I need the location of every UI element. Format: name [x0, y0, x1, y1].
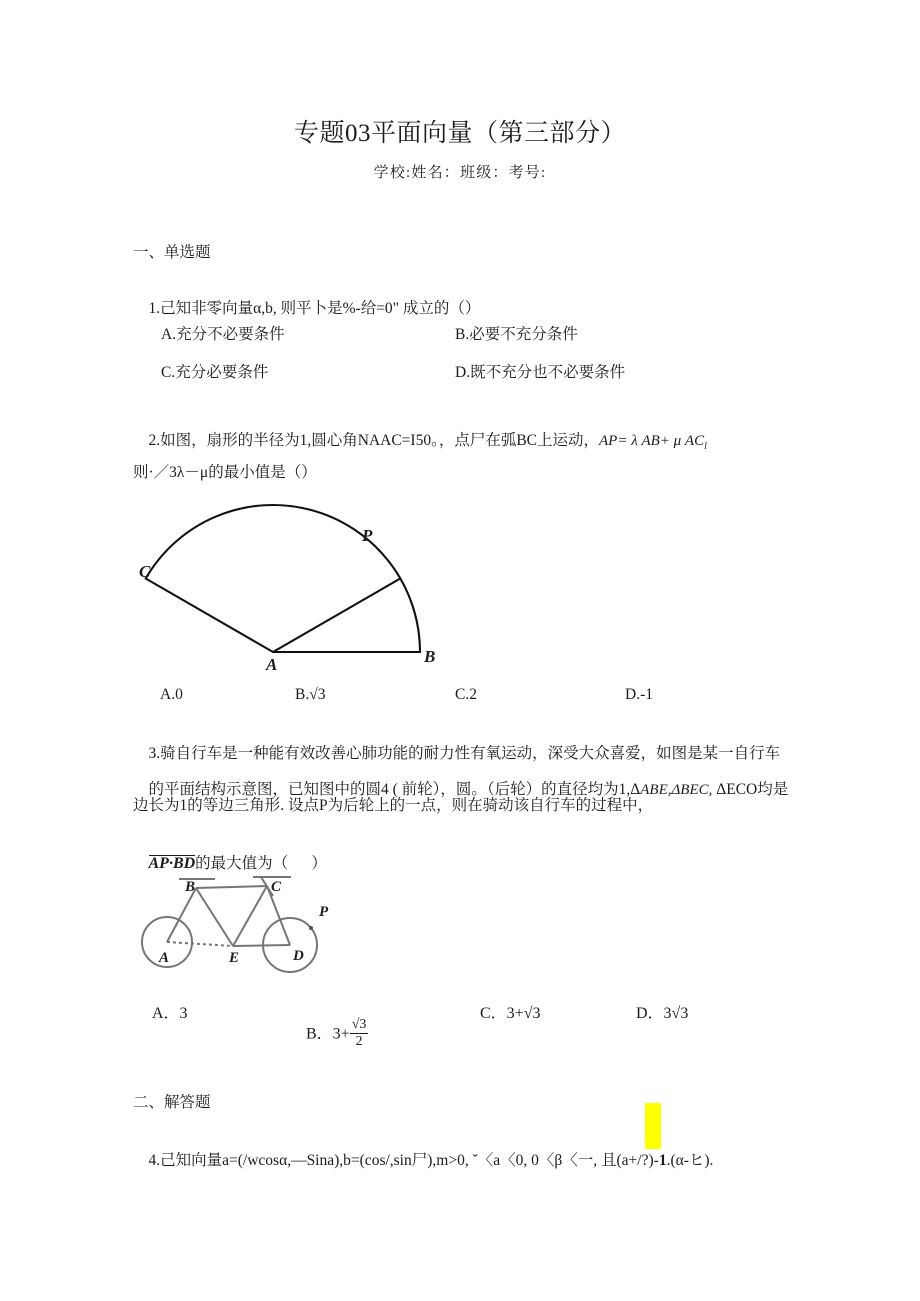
question-3-text-4: 的最大值为（ ）: [195, 855, 327, 872]
question-3-option-d[interactable]: D．3√3: [636, 1005, 689, 1022]
question-1-option-d[interactable]: D.既不充分也不必要条件: [455, 364, 626, 381]
question-4-text-before: .己知向量a=(/wcosα,—Sina),b=(cos/,sin尸),m>0, ˇ〈a〈0, 0〈β〈一, 且(a+/?)-: [156, 1152, 659, 1169]
frame-bar-BC: [196, 886, 267, 888]
question-4-number: 4: [148, 1152, 157, 1169]
question-2-inline-math: AP= λ AB+ μ AC: [599, 433, 705, 449]
sector-diagram: [140, 500, 460, 685]
question-2-option-a[interactable]: A.0: [160, 686, 183, 703]
question-3-option-c[interactable]: C．3+√3: [480, 1005, 541, 1022]
sector-label-A: A: [266, 655, 278, 674]
question-1-number: 1: [148, 300, 157, 317]
question-3-inline-math: ABE,ΔBEC,: [640, 782, 713, 798]
point-P-marker: [309, 926, 313, 930]
question-3-vector-expression: AP·BD: [148, 855, 196, 872]
bicycle-label-E: E: [229, 950, 240, 966]
frame-bar-BE: [196, 888, 233, 946]
question-3-number: 3: [148, 745, 157, 762]
question-3-line-3: 边长为1的等边三角形. 设点P为后轮上的一点，则在骑动该自行车的过程中，: [133, 797, 654, 814]
bicycle-label-B: B: [185, 879, 196, 895]
sector-label-B: B: [424, 647, 436, 666]
page-title: 专题03平面向量（第三部分）: [293, 120, 626, 147]
question-3-option-b-numerator: √3: [351, 1017, 367, 1032]
question-3-option-a[interactable]: A．3: [152, 1005, 188, 1022]
question-3-text-1: .骑自行车是一种能有效改善心肺功能的耐力性有氧运动，深受大众喜爱，如图是某一自行车: [156, 745, 781, 762]
frame-bar-ED: [233, 945, 290, 946]
section-heading-solution: 二、解答题: [133, 1094, 211, 1111]
sector-label-P: P: [362, 526, 373, 545]
sector-diagram-svg: [140, 500, 460, 685]
bicycle-label-P: P: [319, 904, 329, 920]
sector-outline: [146, 505, 420, 652]
question-4: [133, 1131, 713, 1191]
question-2-number: 2: [148, 432, 157, 449]
bicycle-label-D: D: [293, 948, 304, 964]
question-2-text: .如图，扇形的半径为1,圆心角NAAC=I50。，点尸在弧BC上运动，: [156, 432, 600, 449]
sector-label-C: C: [139, 562, 151, 581]
question-1-option-b[interactable]: B.必要不充分条件: [455, 326, 578, 343]
question-3-option-b-fraction: [350, 1018, 369, 1049]
question-4-highlighted-token: 1: [658, 1152, 667, 1169]
question-1-option-a[interactable]: A.充分不必要条件: [161, 326, 285, 343]
question-1-option-c[interactable]: C.充分必要条件: [161, 364, 269, 381]
question-2-inline-math-subscript: l: [704, 441, 707, 453]
question-2-option-d[interactable]: D.-1: [625, 686, 653, 703]
bicycle-diagram: [133, 866, 363, 981]
section-heading-single-choice: 一、单选题: [133, 244, 211, 261]
question-3-text-2a: 的平面结构示意图，已知图中的圆4 ( 前轮），圆。（后轮）的直径均为1,Δ: [148, 781, 641, 798]
question-3-option-b[interactable]: [290, 1000, 368, 1067]
axle-line: [167, 942, 233, 946]
sector-radius-AP: [273, 579, 400, 653]
question-3-text-2b: ΔECO均是: [712, 781, 789, 798]
question-2-option-b[interactable]: B.√3: [295, 686, 326, 703]
document-subtitle: 学校:姓名：班级：考号:: [373, 165, 547, 181]
question-2-option-c[interactable]: C.2: [455, 686, 477, 703]
bicycle-label-A: A: [159, 950, 170, 966]
question-3-option-b-denominator: 2: [355, 1033, 363, 1049]
question-1-text: .己知非零向量α,b, 则平卜是%-给=0" 成立的（）: [156, 300, 481, 317]
question-3-option-b-label: B．3+: [306, 1025, 350, 1043]
question-2-line-2: 则·／3λ－μ的最小值是（）: [133, 464, 317, 481]
frame-bar-EC: [233, 886, 267, 946]
question-4-text-after: .(α-ヒ).: [666, 1152, 714, 1169]
bicycle-label-C: C: [271, 879, 282, 895]
